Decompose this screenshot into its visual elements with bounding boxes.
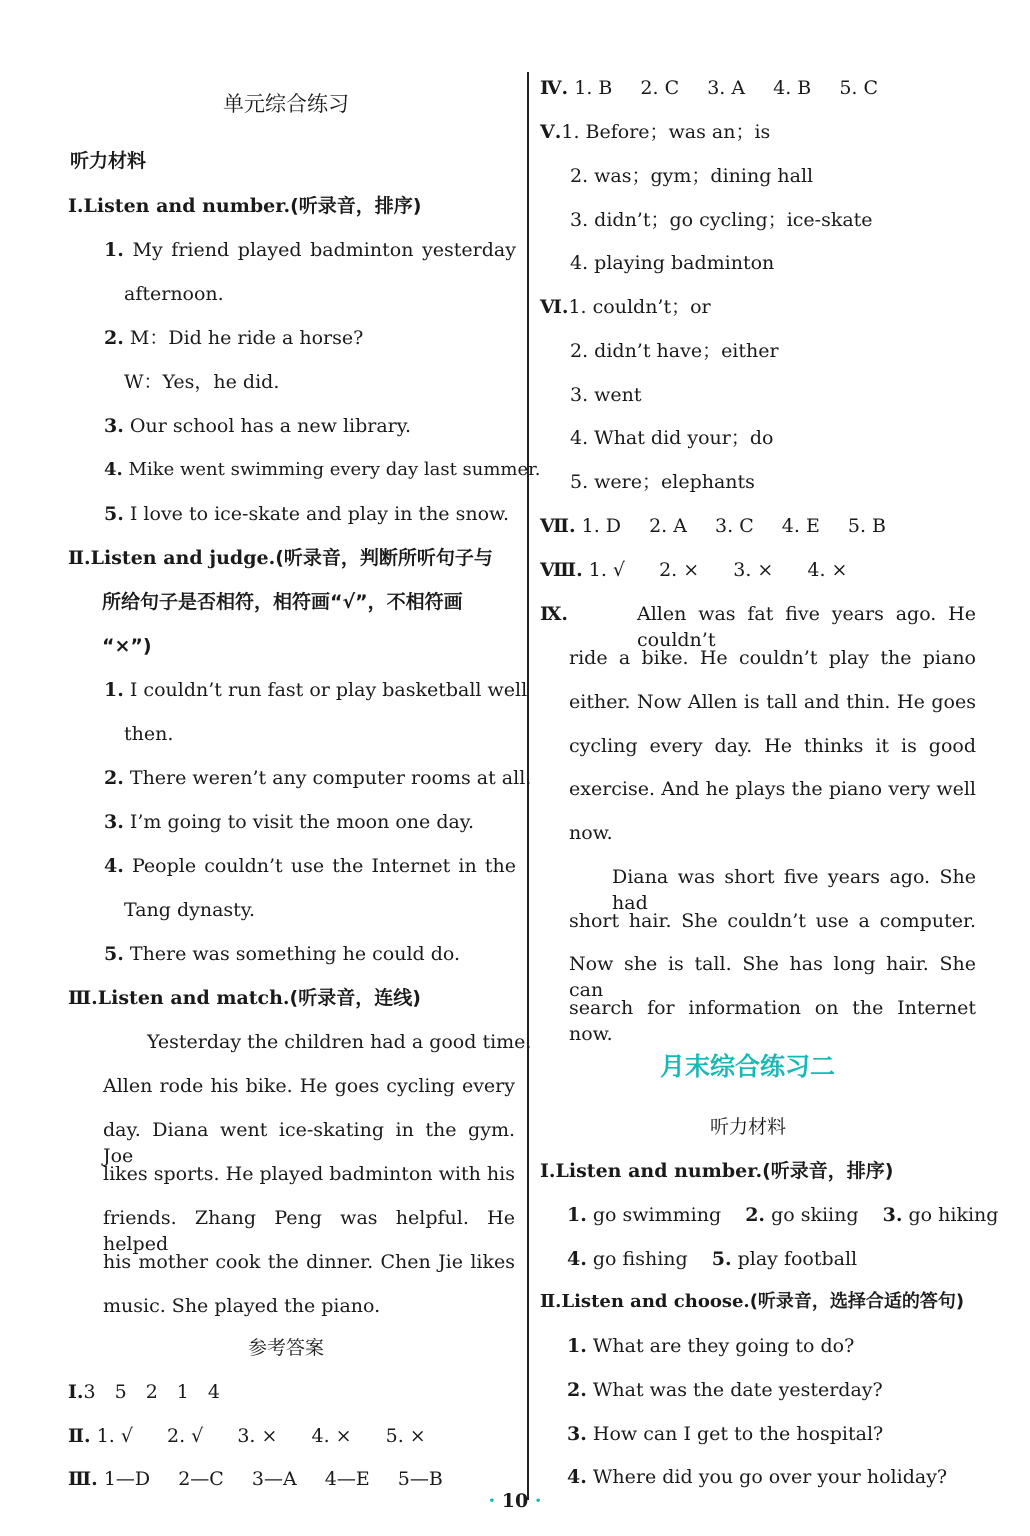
paragraph-line: Now she is tall. She has long hair. She can — [569, 953, 976, 1001]
answer-row: Ⅳ. 1. B 2. C 3. A 4. B 5. C — [540, 77, 879, 99]
answer-row: 2. was；gym；dining hall — [570, 165, 814, 187]
list-item: 3. Our school has a new library. — [104, 415, 412, 437]
answer-row: Ⅴ.1. Before；was an；is — [540, 121, 771, 143]
paragraph-line: his mother cook the dinner. Chen Jie likes — [103, 1251, 515, 1273]
answer-row: Ⅰ.3 5 2 1 4 — [68, 1381, 220, 1403]
answer-row: 4. What did your；do — [570, 427, 774, 449]
list-item: Tang dynasty. — [124, 899, 256, 921]
unit-title: 单元综合练习 — [223, 92, 349, 116]
list-item: 1. I couldn’t run fast or play basketball well — [104, 679, 528, 701]
section-1-heading: Ⅰ.Listen and number.(听录音，排序) — [68, 195, 422, 217]
answer-row: Ⅲ. 1—D 2—C 3—A 4—E 5—B — [68, 1468, 443, 1490]
list-item: 4. Where did you go over your holiday? — [567, 1466, 948, 1488]
section-2-heading: Ⅱ.Listen and judge.(听录音，判断所听句子与 — [68, 547, 493, 569]
r-section-2-heading: Ⅱ.Listen and choose.(听录音，选择合适的答句) — [540, 1291, 965, 1312]
list-item: 4. go fishing 5. play football — [567, 1248, 858, 1270]
listening-heading: 听力材料 — [710, 1116, 787, 1138]
paragraph-line: either. Now Allen is tall and thin. He goes — [569, 691, 976, 713]
list-item: afternoon. — [124, 283, 224, 305]
paragraph-line: day. Diana went ice-skating in the gym. Joe — [103, 1119, 515, 1167]
page-number: · 10 · — [488, 1490, 542, 1512]
answer-row: 3. didn’t；go cycling；ice-skate — [570, 209, 873, 231]
r-section-1-heading: Ⅰ.Listen and number.(听录音，排序) — [540, 1160, 894, 1182]
list-item: W：Yes，he did. — [124, 371, 280, 393]
listening-heading: 听力材料 — [70, 150, 147, 172]
list-item: 2. There weren’t any computer rooms at all. — [104, 767, 532, 789]
paragraph-line: ride a bike. He couldn’t play the piano — [569, 647, 976, 669]
answer-row: Ⅵ.1. couldn’t；or — [540, 296, 711, 318]
paragraph-line: now. — [569, 822, 613, 844]
section-3-heading: Ⅲ.Listen and match.(听录音，连线) — [68, 987, 421, 1009]
list-item: 2. M：Did he ride a horse? — [104, 327, 364, 349]
list-item: 1. What are they going to do? — [567, 1335, 855, 1357]
paragraph-line: exercise. And he plays the piano very well — [569, 778, 976, 800]
answer-row: 2. didn’t have；either — [570, 340, 779, 362]
section-2-heading-cont: “×”) — [102, 635, 152, 657]
list-item: 5. There was something he could do. — [104, 943, 461, 965]
answer-row: 3. went — [570, 384, 642, 406]
list-item: 3. How can I get to the hospital? — [567, 1423, 884, 1445]
paragraph-line: Allen rode his bike. He goes cycling every — [103, 1075, 515, 1097]
paragraph-line: short hair. She couldn’t use a computer. — [569, 910, 976, 932]
list-item: then. — [124, 723, 174, 745]
answers-heading: 参考答案 — [248, 1337, 325, 1359]
paragraph-line: Allen was fat five years ago. He couldn’t — [637, 603, 976, 651]
answer-row: 5. were；elephants — [570, 471, 755, 493]
answer-9-label: Ⅸ. — [540, 603, 569, 625]
paragraph-line: search for information on the Internet now. — [569, 997, 976, 1045]
section-2-heading-cont: 所给句子是否相符，相符画“√”，不相符画 — [102, 591, 463, 613]
list-item: 4. Mike went swimming every day last summer. — [104, 459, 541, 480]
list-item: 5. I love to ice-skate and play in the snow. — [104, 503, 510, 525]
list-item: 1. go swimming 2. go skiing 3. go hiking — [567, 1204, 999, 1226]
answer-row: 4. playing badminton — [570, 252, 775, 274]
answer-row: Ⅷ. 1. √ 2. × 3. × 4. × — [540, 559, 848, 581]
paragraph-line: music. She played the piano. — [103, 1295, 381, 1317]
monthly-review-title: 月末综合练习二 — [660, 1052, 836, 1081]
paragraph-line: Yesterday the children had a good time. — [147, 1031, 532, 1053]
answer-row: Ⅶ. 1. D 2. A 3. C 4. E 5. B — [540, 515, 887, 537]
answer-row: Ⅱ. 1. √ 2. √ 3. × 4. × 5. × — [68, 1425, 426, 1447]
list-item: 1. My friend played badminton yesterday — [104, 239, 516, 261]
paragraph-line: likes sports. He played badminton with his — [103, 1163, 515, 1185]
paragraph-line: cycling every day. He thinks it is good — [569, 735, 976, 757]
paragraph-line: friends. Zhang Peng was helpful. He helped — [103, 1207, 515, 1255]
list-item: 3. I’m going to visit the moon one day. — [104, 811, 475, 833]
paragraph-line: Diana was short five years ago. She had — [612, 866, 976, 914]
list-item: 2. What was the date yesterday? — [567, 1379, 883, 1401]
list-item: 4. People couldn’t use the Internet in the — [104, 855, 516, 877]
